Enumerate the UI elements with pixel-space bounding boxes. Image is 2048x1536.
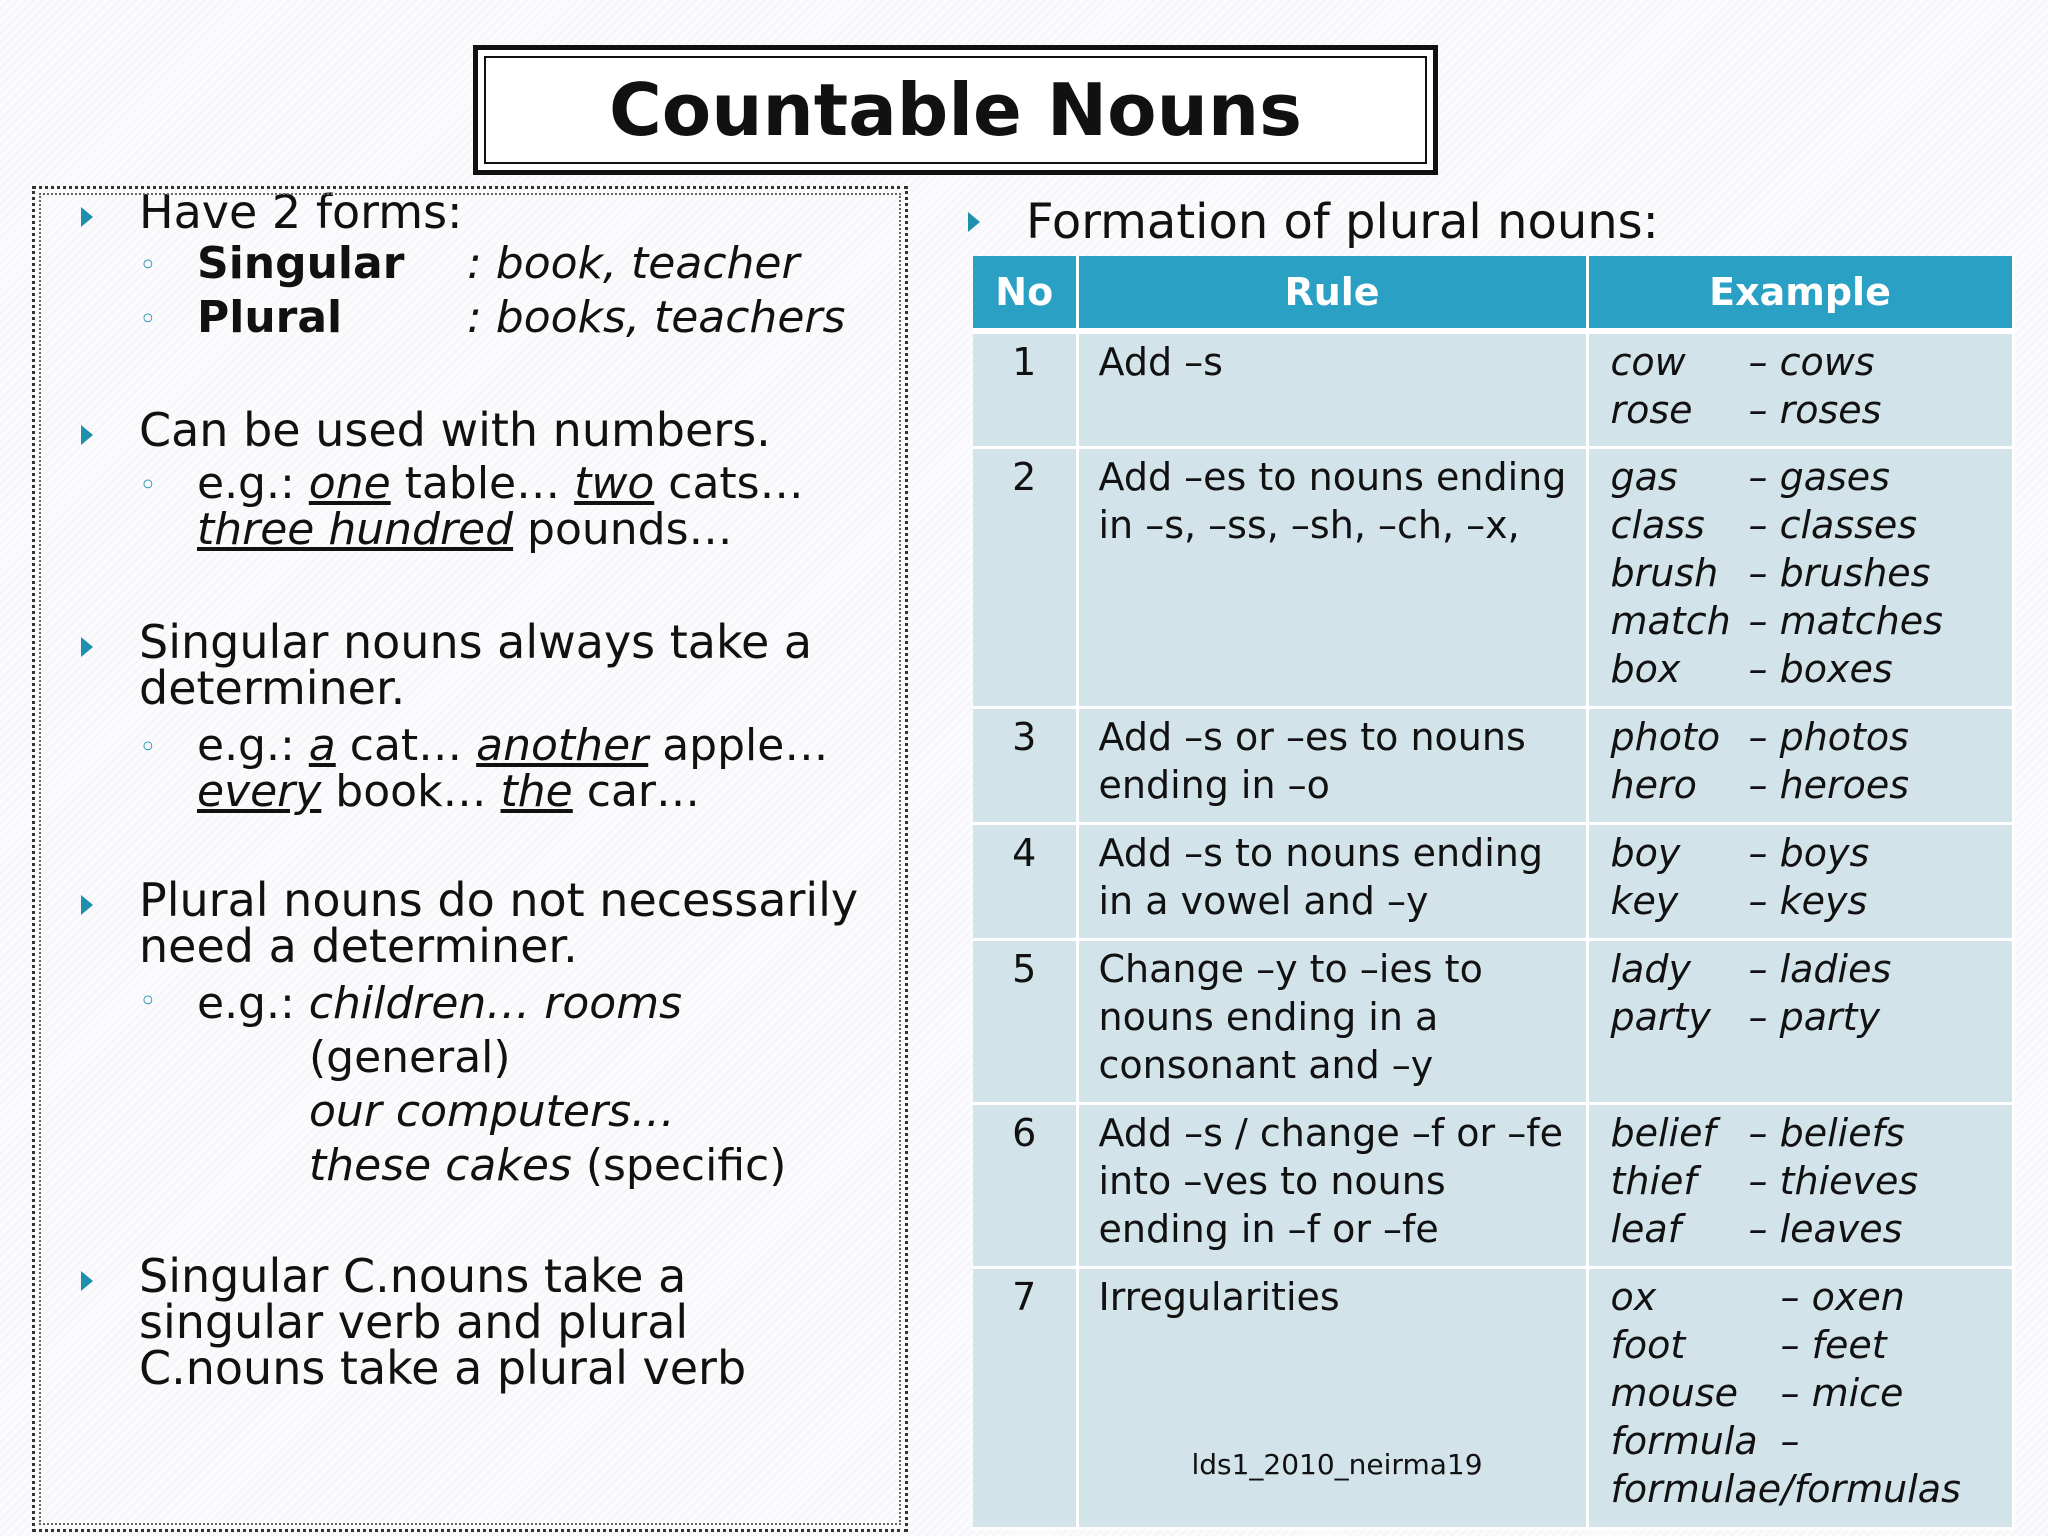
example-line: (general) — [309, 1032, 511, 1083]
sub-example — [139, 720, 881, 817]
table-row — [973, 1267, 2013, 1529]
bullet-two-forms — [81, 185, 881, 343]
arrow-bullet-icon — [81, 425, 93, 445]
example-plural: – cows — [1748, 340, 1875, 384]
example-singular: leaf — [1610, 1206, 1682, 1251]
row-example — [1587, 1103, 2013, 1267]
example-text: apple… — [648, 720, 829, 771]
row-number: 5 — [973, 939, 1077, 1103]
row-rule: Add –s or –es to nouns ending in –o — [1077, 707, 1587, 823]
row-number: 3 — [973, 707, 1077, 823]
bullet-plural-determiner — [81, 873, 881, 1193]
circle-bullet-icon: ◦ — [139, 730, 157, 765]
example-singular: rose — [1610, 388, 1693, 432]
example-text: cat… — [335, 720, 477, 771]
example-singular: thief — [1610, 1158, 1697, 1203]
header-example: Example — [1587, 256, 2013, 331]
row-number: 6 — [973, 1103, 1077, 1267]
example-word: every — [197, 766, 322, 817]
table-row — [973, 1103, 2013, 1267]
example-singular: lady — [1610, 946, 1691, 991]
example-text: pounds… — [513, 504, 733, 555]
bullet-text: Plural nouns do not necessarily need a determiner. — [139, 873, 859, 973]
arrow-bullet-icon — [81, 207, 93, 227]
example-plural: – leaves — [1748, 1206, 1903, 1251]
sub-example — [139, 458, 881, 555]
example-plural: – classes — [1748, 502, 1918, 547]
example-singular: formula — [1610, 1418, 1758, 1463]
example-text: (specific) — [571, 1140, 787, 1191]
eg-label: e.g.: — [197, 720, 295, 771]
sub-example — [139, 977, 881, 1193]
row-example — [1587, 707, 2013, 823]
row-rule — [1077, 1267, 1587, 1529]
rule-text: Irregularities — [1098, 1274, 1340, 1319]
example-plural: – matches — [1748, 598, 1943, 643]
arrow-bullet-icon — [81, 895, 93, 915]
example-plural: – gases — [1748, 454, 1890, 499]
example-plural: – party — [1748, 994, 1880, 1039]
header-no: No — [973, 256, 1077, 331]
row-example — [1587, 823, 2013, 939]
example-word: another — [476, 720, 649, 771]
plural-heading: Formation of plural nouns: — [1026, 194, 1659, 250]
example-plural: – heroes — [1748, 762, 1910, 807]
example-singular: cow — [1610, 340, 1686, 384]
example-word: three hundred — [197, 504, 514, 555]
example-singular: key — [1610, 878, 1679, 923]
row-example — [1587, 331, 2013, 447]
example-plural: – mice — [1780, 1370, 1904, 1415]
example-text: table… — [390, 458, 575, 509]
row-rule: Add –s to nouns ending in a vowel and –y — [1077, 823, 1587, 939]
row-rule: Add –s / change –f or –fe into –ves to nouns ending in –f or –fe — [1077, 1103, 1587, 1267]
row-example — [1587, 1267, 2013, 1529]
example-plural: – ladies — [1748, 946, 1892, 991]
circle-bullet-icon: ◦ — [139, 248, 157, 283]
row-rule: Change –y to –ies to nouns ending in a consonant and –y — [1077, 939, 1587, 1103]
example-singular: photo — [1610, 714, 1721, 759]
example-line: these cakes — [309, 1140, 572, 1191]
bullet-text: Have 2 forms: — [139, 185, 463, 239]
example-line: our computers… — [309, 1086, 676, 1137]
example-text: car… — [572, 766, 700, 817]
plural-rules-table — [973, 256, 2015, 1530]
bullet-text: Can be used with numbers. — [139, 403, 771, 457]
row-rule: Add –s — [1077, 331, 1587, 447]
example-word: the — [500, 766, 573, 817]
table-row — [973, 707, 2013, 823]
example-singular: match — [1610, 598, 1731, 643]
arrow-bullet-icon — [968, 212, 980, 232]
table-row — [973, 331, 2013, 447]
table-header-row — [973, 256, 2013, 331]
singular-label: Singular — [197, 238, 405, 289]
arrow-bullet-icon — [81, 637, 93, 657]
row-number: 4 — [973, 823, 1077, 939]
bullet-numbers — [81, 403, 881, 555]
example-plural: – oxen — [1780, 1274, 1905, 1319]
title-inner-frame — [484, 56, 1427, 164]
example-plural: – beliefs — [1748, 1110, 1905, 1155]
row-example — [1587, 939, 2013, 1103]
example-text: book… — [321, 766, 501, 817]
example-singular: brush — [1610, 550, 1719, 595]
right-heading — [968, 194, 1659, 250]
plural-label: Plural — [197, 292, 343, 343]
table-row — [973, 939, 2013, 1103]
table-row — [973, 447, 2013, 707]
example-singular: party — [1610, 994, 1711, 1039]
example-plural: – thieves — [1748, 1158, 1919, 1203]
example-plural: – roses — [1748, 388, 1882, 432]
example-plural: – — [1780, 1418, 1800, 1463]
example-plural: – feet — [1780, 1322, 1887, 1367]
example-singular: formulae/formulas — [1610, 1466, 1961, 1511]
row-rule: Add –es to nouns ending in –s, –ss, –sh, –ch, –x, — [1077, 447, 1587, 707]
row-number: 1 — [973, 331, 1077, 447]
bullet-text: Singular nouns always take a determiner. — [139, 615, 813, 715]
page-title: Countable Nouns — [608, 68, 1303, 152]
row-number: 7 — [973, 1267, 1077, 1529]
example-plural: – brushes — [1748, 550, 1931, 595]
example-singular: belief — [1610, 1110, 1716, 1155]
singular-value: : book, teacher — [467, 238, 800, 289]
credit-text: lds1_2010_neirma19 — [1191, 1447, 1483, 1481]
circle-bullet-icon: ◦ — [139, 302, 157, 337]
eg-label: e.g.: — [197, 978, 295, 1029]
example-line: children… rooms — [308, 978, 683, 1029]
example-plural: – keys — [1748, 878, 1868, 923]
bullet-singular-determiner — [81, 615, 881, 817]
example-plural: – photos — [1748, 714, 1909, 759]
example-singular: foot — [1610, 1322, 1686, 1367]
bullet-text: Singular C.nouns take a singular verb and plural C.nouns take a plural verb — [139, 1249, 747, 1395]
example-word: one — [308, 458, 391, 509]
bullet-verb-agreement — [81, 1249, 881, 1395]
row-number: 2 — [973, 447, 1077, 707]
circle-bullet-icon: ◦ — [139, 984, 157, 1019]
header-rule: Rule — [1077, 256, 1587, 331]
example-plural: – boys — [1748, 830, 1870, 875]
example-singular: hero — [1610, 762, 1697, 807]
table-row — [973, 823, 2013, 939]
example-word: two — [574, 458, 655, 509]
left-panel — [32, 186, 908, 1532]
sub-plural — [139, 292, 881, 343]
example-singular: boy — [1610, 830, 1681, 875]
circle-bullet-icon: ◦ — [139, 468, 157, 503]
eg-label: e.g.: — [197, 458, 295, 509]
example-singular: class — [1610, 502, 1705, 547]
arrow-bullet-icon — [81, 1271, 93, 1291]
example-singular: mouse — [1610, 1370, 1739, 1415]
row-example — [1587, 447, 2013, 707]
plural-value: : books, teachers — [467, 292, 846, 343]
example-word: a — [308, 720, 336, 771]
example-text: cats… — [654, 458, 804, 509]
title-box — [473, 45, 1438, 175]
sub-singular — [139, 238, 881, 289]
example-singular: box — [1610, 646, 1681, 691]
example-singular: ox — [1610, 1274, 1657, 1319]
example-plural: – boxes — [1748, 646, 1893, 691]
example-singular: gas — [1610, 454, 1678, 499]
